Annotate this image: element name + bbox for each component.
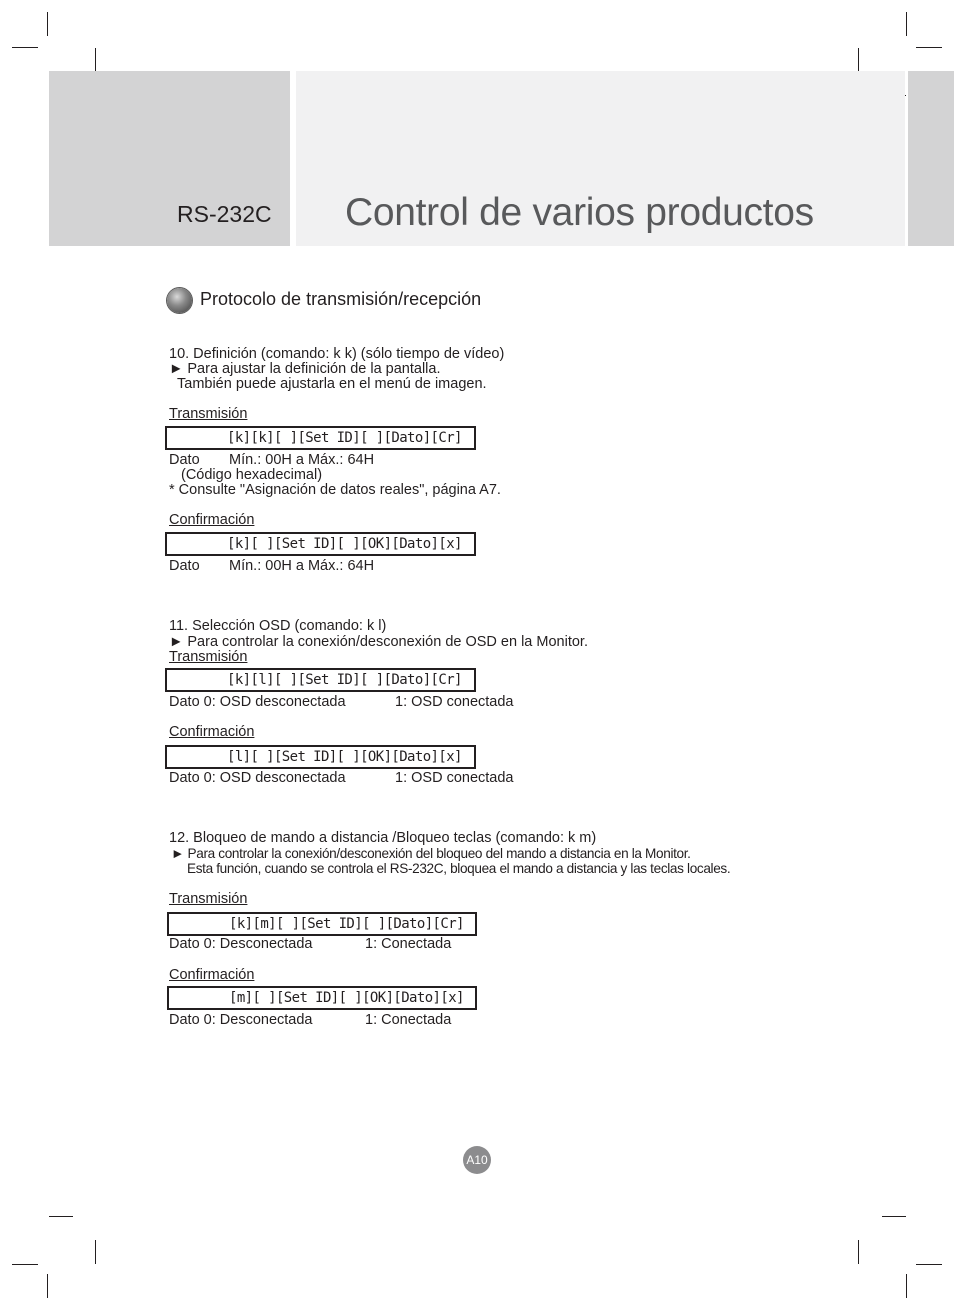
item-description: ► Para controlar la conexión/desconexión del bloqueo del mando a distancia en la Monitor.: [171, 846, 691, 861]
section-subtitle: Protocolo de transmisión/recepción: [200, 289, 482, 309]
crop-mark: [916, 1264, 942, 1265]
data-range: Mín.: 00H a Máx.: 64H: [229, 558, 375, 574]
command-box: [m][ ][Set ID][ ][OK][Dato][x]: [167, 986, 477, 1010]
data-value-0: Dato 0: OSD desconectada: [169, 770, 346, 786]
page-title: Control de varios productos: [345, 191, 814, 234]
transmission-label: Transmisión: [169, 891, 248, 907]
crop-mark: [47, 12, 48, 36]
confirmation-label: Confirmación: [169, 967, 255, 983]
command-box: [l][ ][Set ID][ ][OK][Dato][x]: [165, 745, 476, 769]
page-number: A10: [463, 1146, 491, 1174]
hex-note: (Código hexadecimal): [181, 467, 323, 483]
crop-mark: [47, 1274, 48, 1298]
bullet-ball-icon: [167, 288, 192, 313]
crop-mark: [858, 1240, 859, 1264]
transmission-label: Transmisión: [169, 649, 248, 665]
crop-mark: [49, 1216, 73, 1217]
item-description: ► Para controlar la conexión/desconexión de OSD en la Monitor.: [169, 634, 588, 650]
command-box: [k][k][ ][Set ID][ ][Dato][Cr]: [165, 426, 476, 450]
data-range: Mín.: 00H a Máx.: 64H: [229, 452, 375, 468]
confirmation-label: Confirmación: [169, 724, 255, 740]
item-heading: 12. Bloqueo de mando a distancia /Bloqueo teclas (comando: k m): [169, 830, 597, 846]
data-value-0: Dato 0: OSD desconectada: [169, 694, 346, 710]
data-value-0: Dato 0: Desconectada: [169, 936, 313, 952]
data-value-1: 1: Conectada: [365, 1012, 452, 1028]
crop-mark: [95, 1240, 96, 1264]
item-heading: 10. Definición (comando: k k) (sólo tiempo de vídeo): [169, 346, 505, 362]
item-description: Esta función, cuando se controla el RS-232C, bloquea el mando a distancia y las teclas locales.: [187, 861, 731, 876]
item-description: También puede ajustarla en el menú de imagen.: [177, 376, 487, 392]
data-label: Dato: [169, 452, 200, 468]
crop-mark: [858, 48, 859, 72]
item-description: ► Para ajustar la definición de la pantalla.: [169, 361, 441, 377]
crop-mark: [12, 1264, 38, 1265]
crop-mark: [906, 12, 907, 36]
crop-mark: [916, 47, 942, 48]
crop-mark: [882, 1216, 906, 1217]
transmission-label: Transmisión: [169, 406, 248, 422]
command-box: [k][m][ ][Set ID][ ][Dato][Cr]: [167, 912, 477, 936]
crop-mark: [12, 47, 38, 48]
crop-mark: [906, 1274, 907, 1298]
command-box: [k][l][ ][Set ID][ ][Dato][Cr]: [165, 668, 476, 692]
crop-mark: [95, 48, 96, 72]
header-edge-panel: [908, 71, 954, 246]
item-heading: 11. Selección OSD (comando: k l): [169, 618, 387, 634]
command-box: [k][ ][Set ID][ ][OK][Dato][x]: [165, 532, 476, 556]
reference-note: * Consulte "Asignación de datos reales", página A7.: [169, 482, 501, 498]
data-value-1: 1: Conectada: [365, 936, 452, 952]
section-label: RS-232C: [177, 201, 272, 227]
data-value-1: 1: OSD conectada: [395, 770, 514, 786]
data-value-0: Dato 0: Desconectada: [169, 1012, 313, 1028]
confirmation-label: Confirmación: [169, 512, 255, 528]
data-value-1: 1: OSD conectada: [395, 694, 514, 710]
data-label: Dato: [169, 558, 200, 574]
